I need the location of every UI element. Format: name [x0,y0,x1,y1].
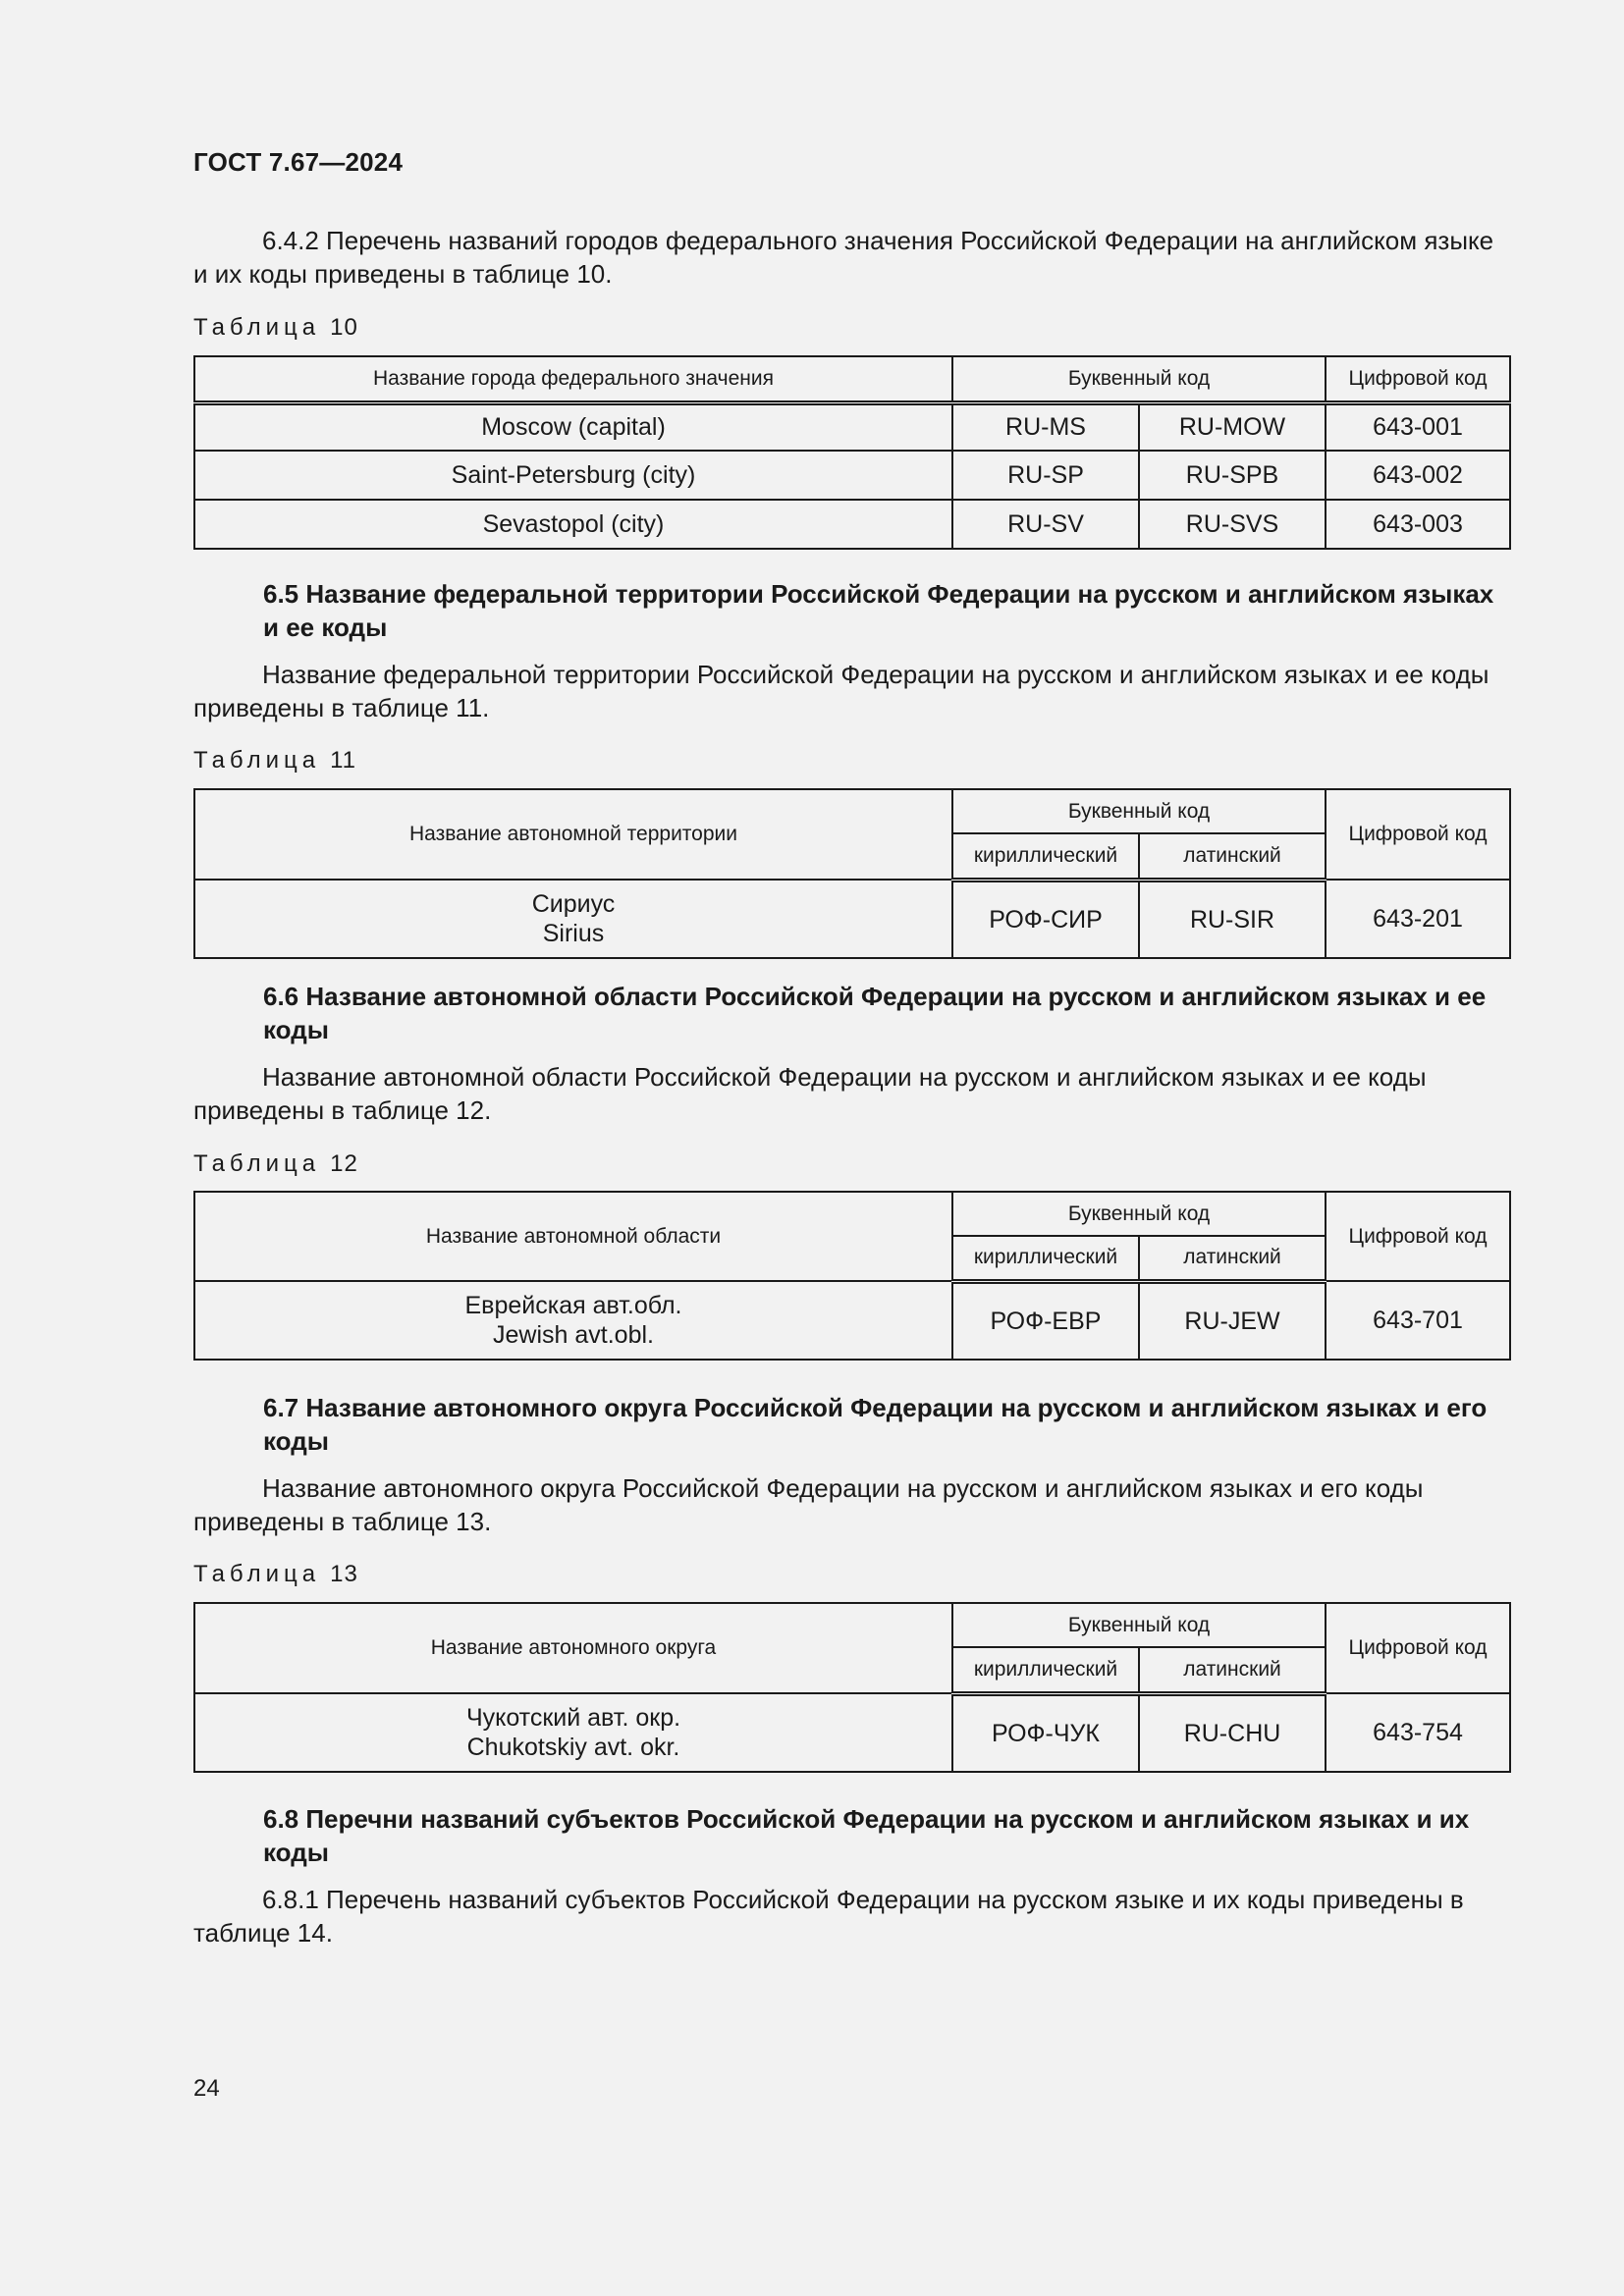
cell-name: Sevastopol (city) [194,500,952,549]
cell-digit: 643-754 [1326,1693,1510,1772]
paragraph-6-4-2 [193,224,1507,291]
table-row [194,451,1510,500]
cell-digit: 643-001 [1326,402,1510,451]
cell-name: Moscow (capital) [194,402,952,451]
cell-code-latin: RU-CHU [1139,1693,1326,1772]
table-12-caption: Таблица 12 [193,1150,358,1177]
table-12 [193,1191,1511,1361]
column-header-letter-code: Буквенный код [952,1192,1326,1236]
column-header-name: Название города федерального значения [194,356,952,402]
cell-code-latin: RU-SIR [1139,880,1326,958]
column-header-cyrillic: кириллический [952,1236,1139,1281]
cell-code-a: RU-SV [952,500,1139,549]
table-13 [193,1602,1511,1773]
cell-name [194,1281,952,1360]
column-header-latin: латинский [1139,1647,1326,1693]
table-10-caption: Таблица 10 [193,314,358,341]
table-row [194,1281,1510,1360]
document-header: ГОСТ 7.67—2024 [193,147,404,177]
cell-code-b: RU-MOW [1139,402,1326,451]
cell-code-a: RU-MS [952,402,1139,451]
column-header-name: Название автономного округа [194,1603,952,1693]
column-header-letter-code: Буквенный код [952,789,1326,833]
column-header-cyrillic: кириллический [952,833,1139,880]
cell-digit: 643-003 [1326,500,1510,549]
section-heading-6-6: 6.6 Название автономной области Российской Федерации на русском и английском языках и ее коды [263,982,1487,1044]
table-row [194,880,1510,958]
table-13-caption: Таблица 13 [193,1561,358,1587]
cell-name: Saint-Petersburg (city) [194,451,952,500]
table-row [194,1693,1510,1772]
section-heading-6-8: 6.8 Перечни названий субъектов Российской Федерации на русском и английском языках и их коды [263,1804,1470,1867]
cell-code-b: RU-SVS [1139,500,1326,549]
cell-name-en: Jewish avt.obl. [493,1321,654,1349]
cell-name-ru: Сириус [531,890,616,918]
cell-name-en: Chukotskiy avt. okr. [466,1734,680,1761]
cell-code-cyrillic: РОФ-ЕВР [952,1281,1139,1360]
column-header-latin: латинский [1139,833,1326,880]
section-heading-6-7: 6.7 Название автономного округа Российской Федерации на русском и английском языках и его коды [263,1393,1488,1456]
cell-name-en: Sirius [542,920,605,947]
column-header-digit-code: Цифровой код [1326,789,1510,880]
column-header-name: Название автономной территории [194,789,952,880]
column-header-letter-code: Буквенный код [952,1603,1326,1647]
paragraph-6-7 [193,1471,1507,1538]
paragraph-text: Название автономного округа Российской Федерации на русском и английском языках и его коды приведены в таблице 13. [193,1473,1424,1536]
paragraph-text: 6.8.1 Перечень названий субъектов Российской Федерации на русском языке и их коды приведены в таблице 14. [193,1885,1464,1948]
cell-digit: 643-701 [1326,1281,1510,1360]
cell-digit: 643-002 [1326,451,1510,500]
column-header-letter-code: Буквенный код [952,356,1326,402]
table-row [194,402,1510,451]
column-header-latin: латинский [1139,1236,1326,1281]
paragraph-6-8-1 [193,1883,1507,1949]
paragraph-text: 6.4.2 Перечень названий городов федерального значения Российской Федерации на английском языке и их коды приведены в таблице 10. [193,226,1494,289]
cell-code-latin: RU-JEW [1139,1281,1326,1360]
column-header-digit-code: Цифровой код [1326,1192,1510,1281]
table-row [194,500,1510,549]
paragraph-text: Название автономной области Российской Федерации на русском и английском языках и ее коды приведены в таблице 12. [193,1062,1427,1125]
column-header-digit-code: Цифровой код [1326,1603,1510,1693]
column-header-digit-code: Цифровой код [1326,356,1510,402]
cell-code-a: RU-SP [952,451,1139,500]
column-header-cyrillic: кириллический [952,1647,1139,1693]
column-header-name: Название автономной области [194,1192,952,1281]
cell-name [194,880,952,958]
paragraph-text: Название федеральной территории Российской Федерации на русском и английском языках и ее коды приведены в таблице 11. [193,660,1489,722]
cell-name [194,1693,952,1772]
cell-code-cyrillic: РОФ-СИР [952,880,1139,958]
table-11 [193,788,1511,959]
paragraph-6-6 [193,1060,1507,1127]
table-11-caption: Таблица 11 [193,747,357,774]
table-10 [193,355,1511,550]
cell-name-ru: Еврейская авт.обл. [464,1292,682,1319]
page-number: 24 [193,2075,220,2102]
cell-name-ru: Чукотский авт. окр. [465,1704,681,1732]
section-heading-6-5: 6.5 Название федеральной территории Российской Федерации на русском и английском языках и ее коды [263,579,1494,642]
cell-code-b: RU-SPB [1139,451,1326,500]
cell-code-cyrillic: РОФ-ЧУК [952,1693,1139,1772]
cell-digit: 643-201 [1326,880,1510,958]
paragraph-6-5 [193,658,1507,724]
